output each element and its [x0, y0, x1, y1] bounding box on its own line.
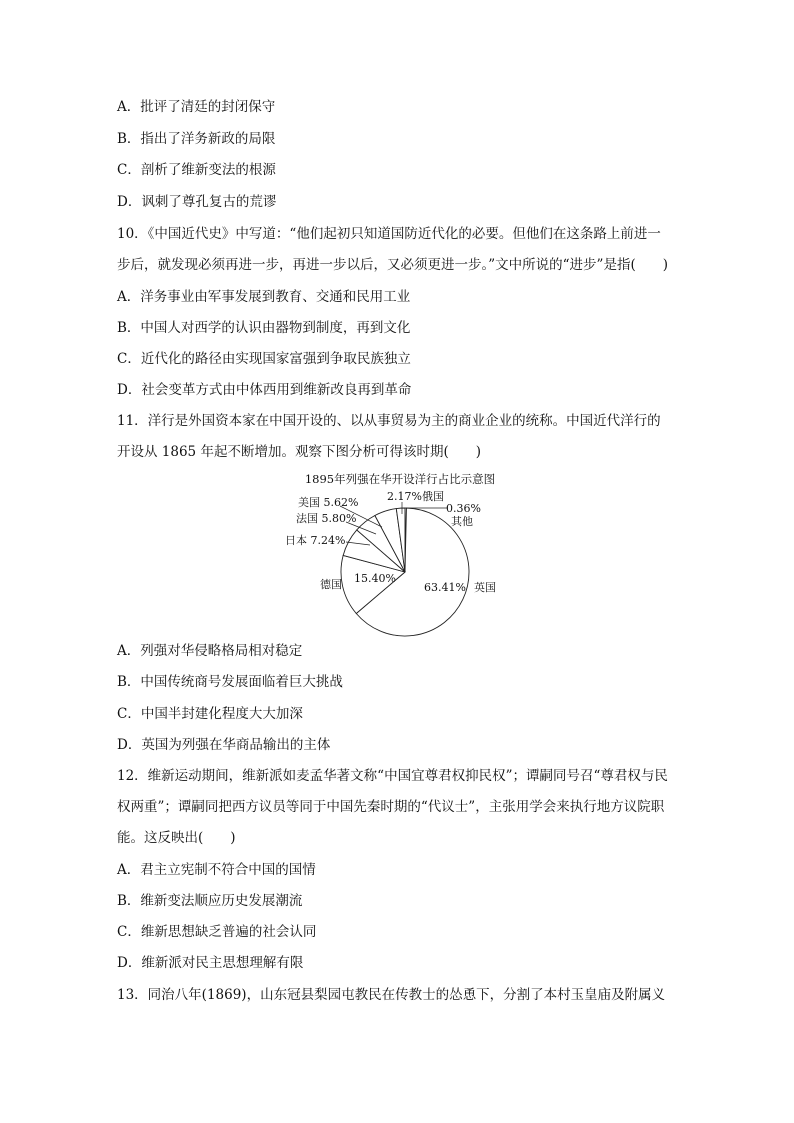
label-other-name: 其他 — [451, 515, 473, 528]
label-other-value: 0.36% — [446, 502, 481, 515]
q12-option-c: C．维新思想缺乏普遍的社会认同 — [117, 924, 317, 940]
label-germany-value: 15.40% — [354, 572, 396, 585]
q12-stem-line1: 12．维新运动期间，维新派如麦孟华著文称“中国宜尊君权抑民权”；谭嗣同号召“尊君权与民 — [117, 768, 668, 784]
q10-option-b: B．中国人对西学的认识由器物到制度，再到文化 — [117, 320, 411, 336]
q11-option-d: D．英国为列强在华商品输出的主体 — [117, 737, 331, 753]
label-usa: 美国 5.62% — [298, 496, 359, 509]
q11-stem-line1: 11．洋行是外国资本家在中国开设的、以从事贸易为主的商业企业的统称。中国近代洋行的 — [117, 413, 661, 429]
q9-option-b: B．指出了洋务新政的局限 — [117, 131, 276, 147]
chart-title: 1895年列强在华开设洋行占比示意图 — [304, 472, 496, 486]
q9-option-a: A．批评了清廷的封闭保守 — [117, 99, 276, 115]
label-uk-value: 63.41% — [424, 581, 466, 594]
q10-option-d: D．社会变革方式由中体西用到维新改良再到革命 — [117, 382, 412, 398]
label-france: 法国 5.80% — [296, 512, 357, 525]
q10-stem-line2: 步后，就发现必须再进一步，再进一步以后，又必须更进一步。”文中所说的“进步”是指( ) — [117, 257, 668, 273]
pie-slices — [340, 502, 469, 636]
q12-option-d: D．维新派对民主思想理解有限 — [117, 955, 304, 971]
q11-stem-line2: 开设从 1865 年起不断增加。观察下图分析可得该时期( ) — [117, 444, 481, 460]
q13-stem-line1: 13．同治八年(1869)，山东冠县梨园屯教民在传教士的怂恿下，分割了本村玉皇庙及附属义 — [117, 987, 666, 1003]
q10-stem-line1: 10．《中国近代史》中写道：“他们起初只知道国防近代化的必要。但他们在这条路上前进一 — [117, 226, 661, 242]
label-uk-name: 英国 — [474, 581, 496, 594]
pie-chart — [270, 470, 530, 640]
q12-option-a: A．君主立宪制不符合中国的国情 — [117, 862, 316, 878]
q11-option-b: B．中国传统商号发展面临着巨大挑战 — [117, 674, 343, 690]
label-germany-name: 德国 — [320, 578, 342, 591]
label-russia: 2.17%俄国 — [387, 490, 444, 503]
q12-stem-line3: 能。这反映出( ) — [117, 830, 236, 846]
q11-option-c: C．中国半封建化程度大大加深 — [117, 706, 303, 722]
q10-option-c: C．近代化的路径由实现国家富强到争取民族独立 — [117, 351, 411, 367]
label-japan: 日本 7.24% — [285, 534, 346, 547]
q9-option-d: D．讽刺了尊孔复古的荒谬 — [117, 194, 277, 210]
q9-option-c: C．剖析了维新变法的根源 — [117, 162, 276, 178]
q10-option-a: A．洋务事业由军事发展到教育、交通和民用工业 — [117, 289, 411, 305]
q12-stem-line2: 权两重”；谭嗣同把西方议员等同于中国先秦时期的“代议士”，主张用学会来执行地方议院职 — [117, 799, 665, 815]
q12-option-b: B．维新变法顺应历史发展潮流 — [117, 893, 303, 909]
q11-option-a: A．列强对华侵略格局相对稳定 — [117, 643, 303, 659]
